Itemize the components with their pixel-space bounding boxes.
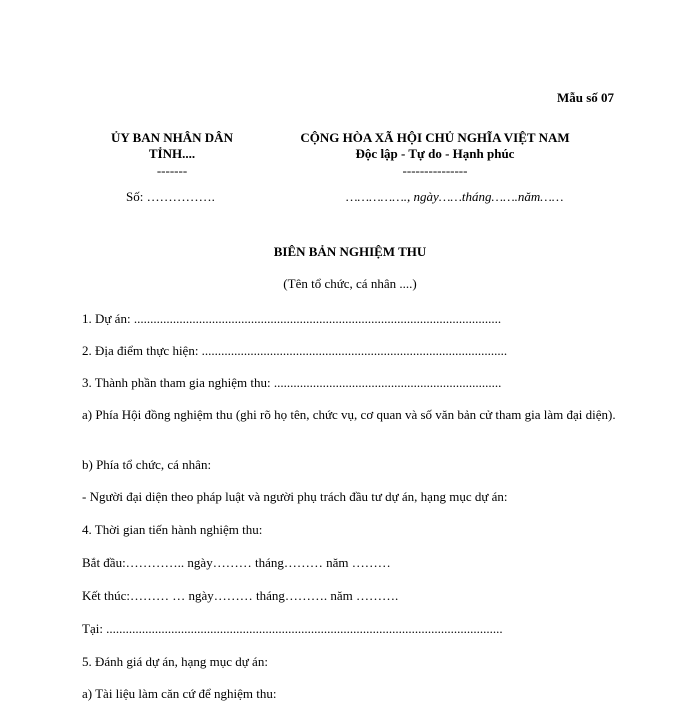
item-evaluation: 5. Đánh giá dự án, hạng mục dự án: xyxy=(82,654,268,669)
right-divider: --------------- xyxy=(402,163,468,178)
item-location: 2. Địa điểm thực hiện: .............................................................................................. xyxy=(82,343,508,358)
national-motto: Độc lập - Tự do - Hạnh phúc xyxy=(355,146,515,161)
document-date: ……………., ngày……tháng…….năm…… xyxy=(346,189,564,204)
form-number: Mẫu số 07 xyxy=(557,90,615,105)
item-council: a) Phía Hội đồng nghiệm thu (ghi rõ họ tên, chức vụ, cơ quan và số văn bản cử tham gia làm đại diện). xyxy=(82,407,616,422)
item-end: Kết thúc:……… … ngày……… tháng………. năm ………. xyxy=(82,588,399,603)
item-org-side: b) Phía tổ chức, cá nhân: xyxy=(82,457,212,472)
item-time: 4. Thời gian tiến hành nghiệm thu: xyxy=(82,522,263,537)
document-title: BIÊN BẢN NGHIỆM THU xyxy=(273,244,427,259)
document-number: Số: ……………. xyxy=(126,189,215,204)
item-project: 1. Dự án: ................................................................................................................. xyxy=(82,311,502,326)
national-title: CỘNG HÒA XÃ HỘI CHỦ NGHĨA VIỆT NAM xyxy=(300,130,570,145)
left-divider: ------- xyxy=(156,163,188,178)
item-place: Tại: .......................................................................................................................... xyxy=(82,621,503,636)
document-subtitle: (Tên tổ chức, cá nhân ....) xyxy=(283,276,417,291)
item-representative: - Người đại diện theo pháp luật và người phụ trách đầu tư dự án, hạng mục dự án: xyxy=(82,489,508,504)
province-name: TỈNH.... xyxy=(148,146,196,161)
item-documents: a) Tài liệu làm căn cứ để nghiệm thu: xyxy=(82,686,277,701)
item-start: Bắt đầu:………….. ngày……… tháng……… năm ……… xyxy=(82,555,391,570)
item-participants: 3. Thành phần tham gia nghiệm thu: ...................................................................... xyxy=(82,375,502,390)
issuing-authority: ỦY BAN NHÂN DÂN xyxy=(111,130,233,145)
